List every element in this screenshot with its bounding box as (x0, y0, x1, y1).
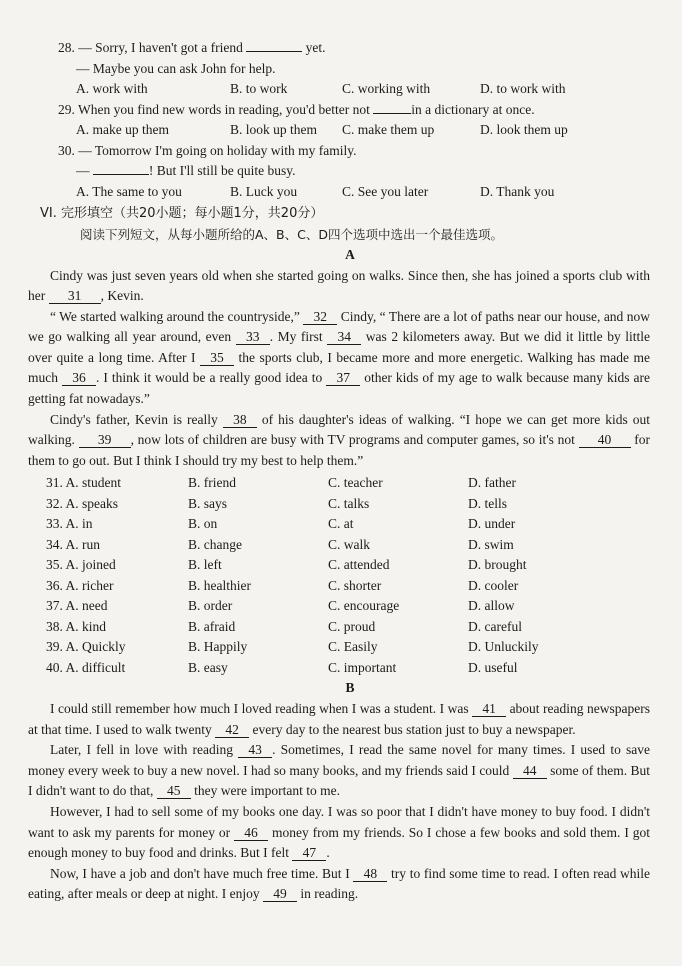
blank-38[interactable]: 38 (223, 412, 257, 428)
choice[interactable]: B. afraid (188, 618, 236, 634)
choice[interactable]: C. shorter (328, 577, 382, 593)
section-heading: VI. 完形填空（共20小题；每小题1分，共20分） (40, 206, 324, 221)
paragraph: However, I had to sell some of my books one day. I was so poor that I didn't have money to buy food. I didn't want to ask my parents for money or 46 money from my friends. So I chose a few books and sold them. I got enough money to buy food and drinks. But I felt 47 . (28, 803, 650, 861)
paragraph: Cindy's father, Kevin is really 38 of his daughter's ideas of walking. “I hope we can get more kids out walking. 39 , now lots of children are busy with TV programs and computer games, so it's not 40 for them to go out. But I think I should try my best to help them.” (28, 411, 650, 468)
choice[interactable]: B. Happily (188, 639, 248, 655)
option-c[interactable]: C. make them up (342, 122, 435, 137)
blank-41[interactable]: 41 (472, 701, 506, 717)
choice[interactable]: 38. A. kind (46, 618, 107, 634)
option-a[interactable]: A. The same to you (76, 183, 182, 199)
choice[interactable]: B. friend (188, 475, 236, 491)
choice[interactable]: C. walk (328, 536, 370, 552)
choice[interactable]: D. tells (468, 495, 507, 511)
choice[interactable]: D. father (468, 475, 516, 491)
passage-b-label: B (345, 680, 355, 696)
answer-blank[interactable] (246, 51, 302, 52)
choice[interactable]: D. brought (468, 557, 527, 573)
choice[interactable]: D. allow (468, 598, 515, 614)
option-b[interactable]: B. to work (230, 81, 288, 96)
choice[interactable]: C. encourage (328, 598, 400, 614)
answer-blank[interactable] (373, 113, 411, 114)
blank-42[interactable]: 42 (215, 722, 249, 738)
question-28-reply: — Maybe you can ask John for help. (76, 60, 276, 76)
option-b[interactable]: B. look up them (230, 122, 317, 137)
choice[interactable]: C. important (328, 659, 397, 675)
choice[interactable]: 31. A. student (46, 475, 122, 491)
choice[interactable]: 34. A. run (46, 536, 100, 552)
blank-44[interactable]: 44 (513, 763, 547, 779)
question-30-options (58, 182, 642, 203)
choice[interactable]: 33. A. in (46, 516, 93, 532)
option-d[interactable]: D. look them up (480, 122, 568, 137)
blank-40[interactable]: 40 (579, 432, 631, 448)
blank-31[interactable]: 31 (49, 288, 101, 304)
option-d[interactable]: D. Thank you (480, 183, 555, 199)
choice[interactable]: C. talks (328, 495, 370, 511)
blank-35[interactable]: 35 (200, 350, 234, 366)
choice[interactable]: 32. A. speaks (46, 495, 118, 511)
choice[interactable]: C. Easily (328, 639, 378, 655)
option-a[interactable]: A. make up them (76, 122, 169, 137)
choice[interactable]: C. at (328, 516, 354, 532)
blank-43[interactable]: 43 (238, 742, 272, 758)
blank-39[interactable]: 39 (79, 432, 131, 448)
choice[interactable]: B. change (188, 536, 242, 552)
blank-48[interactable]: 48 (353, 866, 387, 882)
option-d[interactable]: D. to work with (480, 81, 566, 96)
paragraph: I could still remember how much I loved reading when I was a student. I was 41 about reading newspapers at that time. I used to walk twenty 42 every day to the nearest bus station just to buy a newspaper. (28, 700, 650, 737)
paragraph: Later, I fell in love with reading 43 . Sometimes, I read the same novel for many times. I used to save money every week to buy a new novel. I had so many books, and my friends said I could 44 some of them. But I didn't want to do that, 45 they were important to me. (28, 742, 650, 799)
paragraph: Now, I have a job and don't have much free time. But I 48 try to find some time to read. I often read while eating, after meals or deep at night. I enjoy 49 in reading. (28, 865, 650, 902)
blank-32[interactable]: 32 (303, 309, 337, 325)
choice[interactable]: B. left (188, 557, 222, 573)
choice[interactable]: B. says (188, 495, 228, 511)
blank-46[interactable]: 46 (234, 825, 268, 841)
question-28-options (58, 79, 642, 100)
option-c[interactable]: C. See you later (342, 183, 429, 199)
question-30-reply: — ! But I'll still be quite busy. (76, 163, 296, 178)
blank-45[interactable]: 45 (157, 783, 191, 799)
blank-49[interactable]: 49 (263, 886, 297, 902)
choice[interactable]: 40. A. difficult (46, 659, 126, 675)
passage-b (28, 699, 650, 905)
passage-a (28, 266, 650, 472)
choice[interactable]: B. on (188, 516, 218, 532)
blank-37[interactable]: 37 (326, 370, 360, 386)
option-b[interactable]: B. Luck you (230, 183, 298, 199)
passage-a-label: A (345, 247, 355, 262)
choice[interactable]: 36. A. richer (46, 577, 114, 593)
question-28-stem: 28. — Sorry, I haven't got a friend yet. (58, 40, 326, 55)
choice[interactable]: D. swim (468, 536, 514, 552)
choice[interactable]: C. attended (328, 557, 390, 573)
option-c[interactable]: C. working with (342, 81, 431, 96)
choice[interactable]: D. Unluckily (468, 639, 539, 655)
question-29-stem: 29. When you find new words in reading, you'd better not in a dictionary at once. (58, 101, 535, 117)
choice[interactable]: B. easy (188, 659, 228, 675)
blank-36[interactable]: 36 (62, 370, 96, 386)
section-instruction: 阅读下列短文，从每小题所给的A、B、C、D四个选项中选出一个最佳选项。 (80, 226, 503, 242)
choice[interactable]: B. healthier (188, 577, 251, 593)
choices-grid (46, 473, 642, 678)
blank-47[interactable]: 47 (292, 845, 326, 861)
choice[interactable]: 37. A. need (46, 598, 108, 614)
choice[interactable]: D. cooler (468, 577, 519, 593)
paragraph: Cindy was just seven years old when she started going on walks. Since then, she has joined a sports club with her 31 , Kevin. (28, 267, 650, 304)
answer-blank[interactable] (93, 174, 149, 175)
paragraph: “ We started walking around the countryside,” 32 Cindy, “ There are a lot of paths near our house, and now we go walking all year around, even 33 . My first 34 was 2 kilometers away. But we did it little by little over quite a long time. After I 35 the sports club, I became more and more energetic. Walking has made me much 36 . I think it would be a really good idea to 37 other kids of my age to walk because many kids are getting fat nowadays.” (28, 308, 651, 407)
choice[interactable]: D. under (468, 516, 516, 532)
choice[interactable]: 39. A. Quickly (46, 639, 126, 655)
choice[interactable]: C. teacher (328, 475, 383, 491)
option-a[interactable]: A. work with (76, 81, 148, 96)
choice[interactable]: C. proud (328, 618, 376, 634)
blank-33[interactable]: 33 (236, 329, 270, 345)
question-29-options (58, 120, 642, 141)
choice[interactable]: B. order (188, 598, 233, 614)
blank-34[interactable]: 34 (327, 329, 361, 345)
choice[interactable]: D. useful (468, 659, 518, 675)
choice[interactable]: D. careful (468, 618, 522, 634)
question-30-stem: 30. — Tomorrow I'm going on holiday with my family. (58, 142, 357, 158)
choice[interactable]: 35. A. joined (46, 557, 116, 573)
